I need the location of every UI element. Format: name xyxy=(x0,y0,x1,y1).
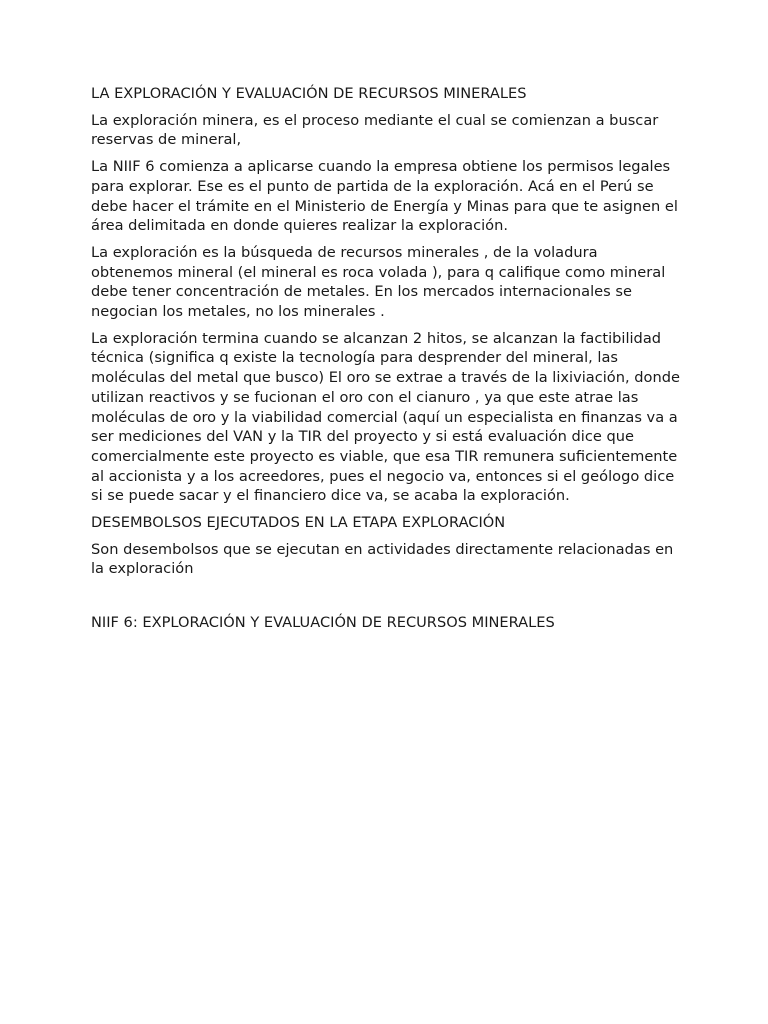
section-heading-disbursements: DESEMBOLSOS EJECUTADOS EN LA ETAPA EXPLORACIÓN xyxy=(91,514,506,532)
paragraph-intro: La exploración minera, es el proceso mediante el cual se comienzan a buscar reservas de mineral, xyxy=(91,111,659,149)
paragraph-exploration: La exploración es la búsqueda de recursos minerales , de la voladura obtenemos mineral (el mineral es roca volada ), para q califique como mineral debe tener concentración de metales. En los mercados internacionales se negocian los metales, no los minerales . xyxy=(91,243,666,321)
paragraph-niif6: La NIIF 6 comienza a aplicarse cuando la empresa obtiene los permisos legales para explorar. Ese es el punto de partida de la exploración. Acá en el Perú se debe hacer el trámite en el Ministerio de Energía y Minas para que te asignen el área delimitada en donde quieres realizar la exploración. xyxy=(91,158,678,235)
document-page xyxy=(91,84,681,640)
paragraph-disbursements: Son desembolsos que se ejecutan en actividades directamente relacionadas en la exploración xyxy=(91,540,674,578)
document-title: LA EXPLORACIÓN Y EVALUACIÓN DE RECURSOS MINERALES xyxy=(91,85,527,102)
paragraph-milestones: La exploración termina cuando se alcanzan 2 hitos, se alcanzan la factibilidad técnica (significa q existe la tecnología para desprender del mineral, las moléculas del metal que busco) El oro se extrae a través de la lixiviación, donde utilizan reactivos y se fucionan el oro con el cianuro , ya que este atrae las moléculas de oro y la viabilidad comercial (aquí un especialista en finanzas va a ser mediciones del VAN y la TIR del proyecto y si está evaluación dice que comercialmente este proyecto es viable, que esa TIR remunera suficientemente al accionista y a los acreedores, pues el negocio va, entonces si el geólogo dice si se puede sacar y el financiero dice va, se acaba la exploración. xyxy=(91,329,680,505)
blank-line xyxy=(91,586,681,613)
section-heading-niif6: NIIF 6: EXPLORACIÓN Y EVALUACIÓN DE RECURSOS MINERALES xyxy=(91,614,555,632)
